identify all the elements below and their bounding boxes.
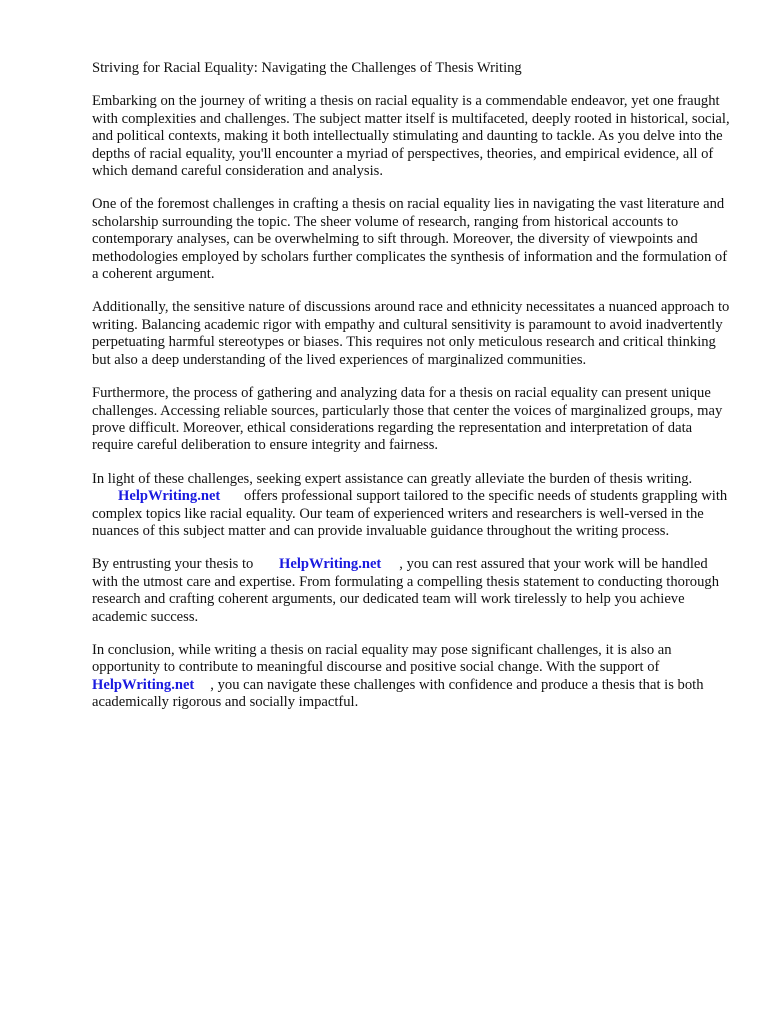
helpwriting-link-1[interactable]: HelpWriting.net [118, 488, 221, 505]
paragraph-7 [92, 642, 732, 712]
paragraph-1: Embarking on the journey of writing a thesis on racial equality is a commendable endeavor, yet one fraught with complexities and challenges. The subject matter itself is multifaceted, deeply rooted in historical, social, and political contexts, making it both intellectually stimulating and daunting to tackle. As you delve into the depths of racial equality, you'll encounter a myriad of perspectives, theories, and empirical evidence, all of which demand careful consideration and analysis. [92, 93, 730, 180]
helpwriting-link-3[interactable]: HelpWriting.net [92, 676, 195, 693]
paragraph-4: Furthermore, the process of gathering and analyzing data for a thesis on racial equality can present unique challenges. Accessing reliable sources, particularly those that center the voices of marginalized groups, may prove difficult. Moreover, ethical considerations regarding the representation and interpretation of data require careful deliberation to ensure integrity and fairness. [92, 385, 723, 454]
paragraph-6 [92, 556, 732, 626]
document-page [92, 60, 732, 728]
paragraph-6-text-before: By entrusting your thesis to [92, 556, 254, 573]
paragraph-6-text-after: , you can rest assured that your work will be handled with the utmost care and expertise. From formulating a compelling thesis statement to conducting thorough research and crafting coherent arguments, our dedicated team will work tirelessly to help you achieve academic success. [92, 556, 719, 625]
paragraph-7-text-before: In conclusion, while writing a thesis on racial equality may pose significant challenges, it is also an opportunity to contribute to meaningful discourse and positive social change. With the support of [92, 641, 672, 676]
paragraph-7-text-after: , you can navigate these challenges with confidence and produce a thesis that is both academically rigorous and socially impactful. [92, 676, 704, 711]
paragraph-3: Additionally, the sensitive nature of discussions around race and ethnicity necessitates a nuanced approach to writing. Balancing academic rigor with empathy and cultural sensitivity is paramount to avoid inadvertently perpetuating harmful stereotypes or biases. This requires not only meticulous research and critical thinking but also a deep understanding of the lived experiences of marginalized communities. [92, 299, 730, 368]
paragraph-5 [92, 471, 732, 541]
document-title: Striving for Racial Equality: Navigating the Challenges of Thesis Writing [92, 60, 522, 76]
paragraph-2: One of the foremost challenges in crafting a thesis on racial equality lies in navigating the vast literature and scholarship surrounding the topic. The sheer volume of research, ranging from historical accounts to contemporary analyses, can be overwhelming to sift through. Moreover, the diversity of viewpoints and methodologies employed by scholars further complicates the synthesis of information and the formulation of a coherent argument. [92, 196, 728, 283]
paragraph-5-text-before: In light of these challenges, seeking expert assistance can greatly alleviate the burden of thesis writing. [92, 470, 693, 487]
helpwriting-link-2[interactable]: HelpWriting.net [279, 556, 382, 573]
paragraph-5-text-after: offers professional support tailored to the specific needs of students grappling with complex topics like racial equality. Our team of experienced writers and researchers is well-versed in the nuances of this subject matter and can provide invaluable guidance throughout the writing process. [92, 488, 728, 539]
